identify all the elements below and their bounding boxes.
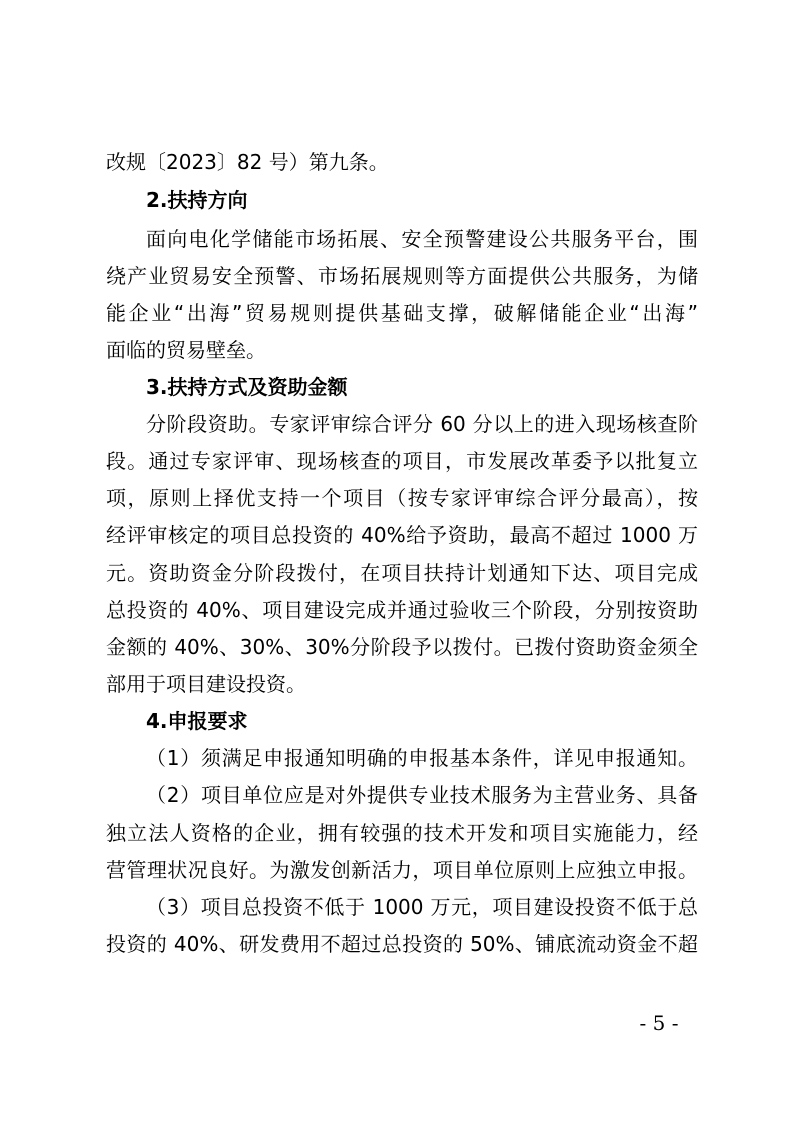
- paragraph-line: 经评审核定的项目总投资的 40%给予资助，最高不超过 1000 万: [106, 523, 698, 547]
- paragraph-line: 总投资的 40%、项目建设完成并通过验收三个阶段，分别按资助: [106, 598, 698, 622]
- paragraph-line: 投资的 40%、研发费用不超过总投资的 50%、铺底流动资金不超: [106, 932, 698, 956]
- paragraph-line: 项，原则上择优支持一个项目（按专家评审综合评分最高），按: [106, 486, 698, 510]
- paragraph-line: （1）须满足申报通知明确的申报基本条件，详见申报通知。: [146, 746, 698, 770]
- paragraph-line: 独立法人资格的企业，拥有较强的技术开发和项目实施能力，经: [106, 821, 698, 845]
- section-heading: 4.申报要求: [146, 709, 248, 733]
- section-heading: 2.扶持方向: [146, 188, 248, 212]
- paragraph-line: （2）项目单位应是对外提供专业技术服务为主营业务、具备: [146, 783, 698, 807]
- paragraph-line: 段。通过专家评审、现场核查的项目，市发展改革委予以批复立: [106, 449, 698, 473]
- page-number: - 5 -: [639, 1011, 679, 1035]
- section-heading: 3.扶持方式及资助金额: [146, 375, 348, 399]
- paragraph-line: 元。资助资金分阶段拨付，在项目扶持计划通知下达、项目完成: [106, 561, 698, 585]
- paragraph-line: 营管理状况良好。为激发创新活力，项目单位原则上应独立申报。: [106, 858, 698, 882]
- paragraph-line: 金额的 40%、30%、30%分阶段予以拨付。已拨付资助资金须全: [106, 635, 698, 659]
- paragraph-line: 部用于项目建设投资。: [106, 672, 306, 696]
- paragraph-line: 能企业“出海”贸易规则提供基础支撑，破解储能企业“出海”: [106, 301, 698, 325]
- paragraph-line: 分阶段资助。专家评审综合评分 60 分以上的进入现场核查阶: [146, 412, 698, 436]
- paragraph-line: 绕产业贸易安全预警、市场拓展规则等方面提供公共服务，为储: [106, 264, 698, 288]
- paragraph-line: 面向电化学储能市场拓展、安全预警建设公共服务平台，围: [146, 227, 698, 251]
- paragraph-line: 面临的贸易壁垒。: [106, 338, 266, 362]
- paragraph-line: （3）项目总投资不低于 1000 万元，项目建设投资不低于总: [146, 895, 698, 919]
- paragraph-line: 改规〔2023〕82 号）第九条。: [106, 150, 389, 174]
